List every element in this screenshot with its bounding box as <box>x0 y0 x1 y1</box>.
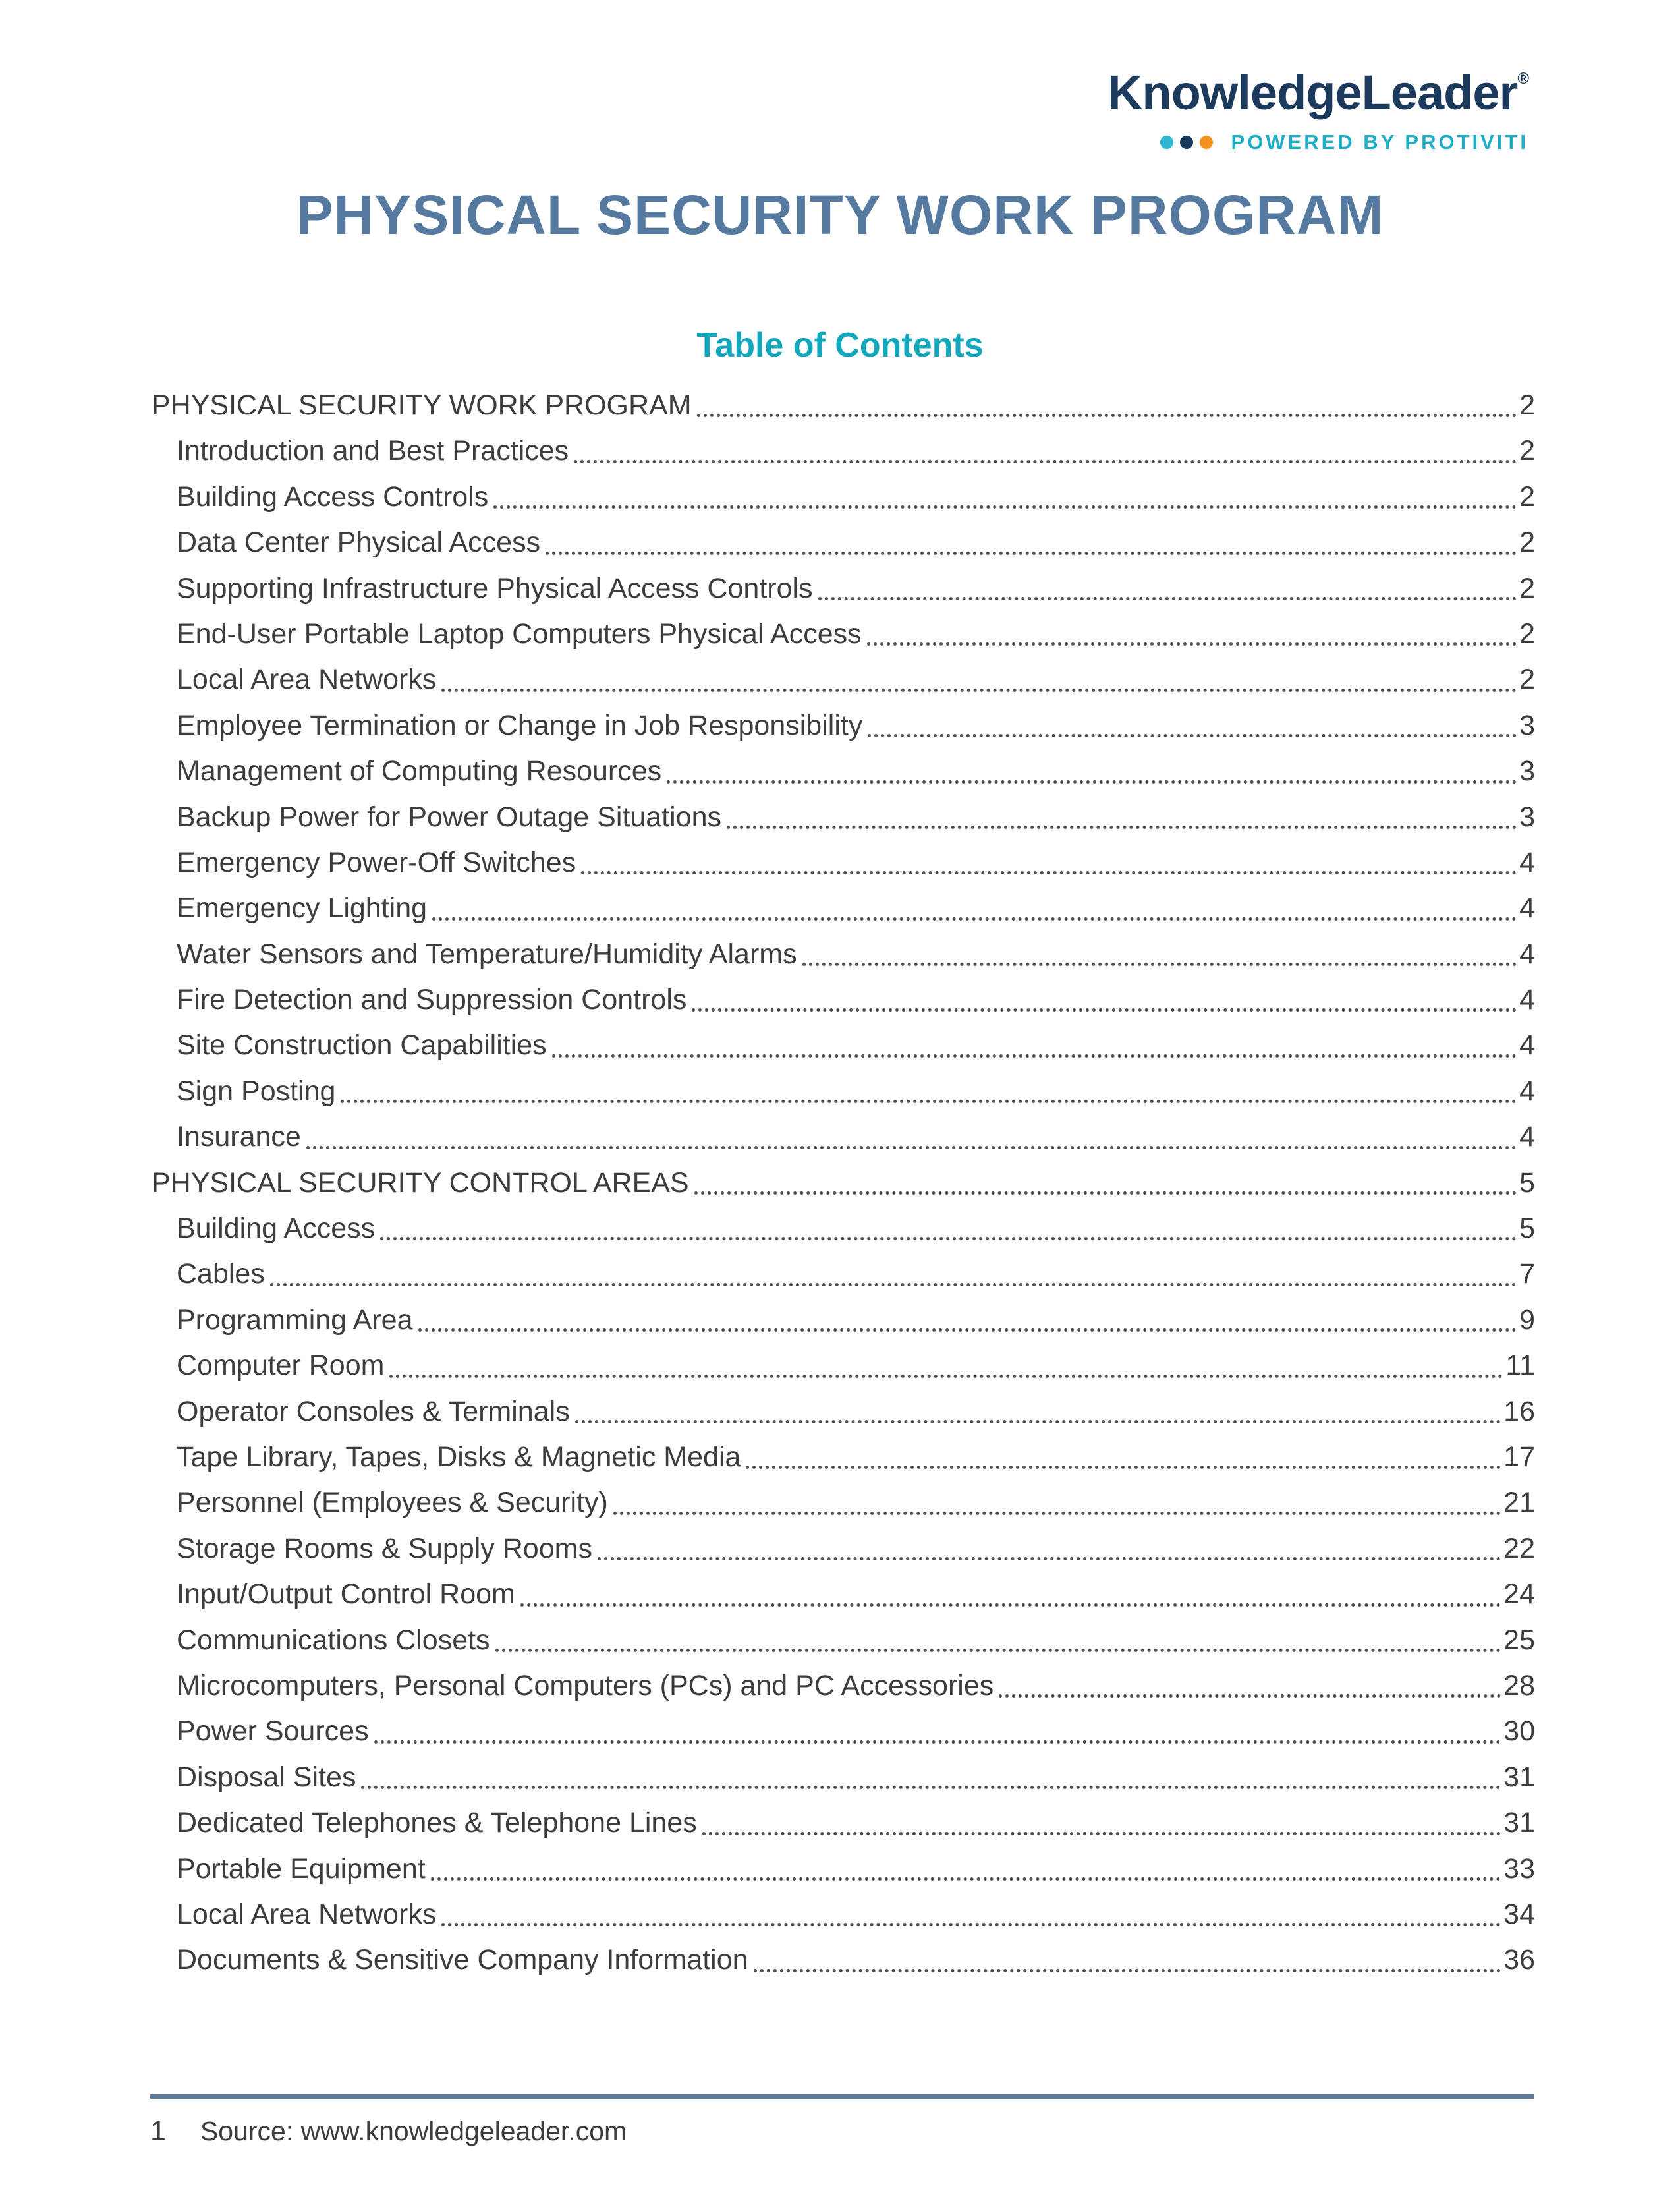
toc-leader-dots <box>694 1191 1517 1195</box>
toc-leader-dots <box>999 1694 1501 1698</box>
toc-page-number: 4 <box>1519 892 1535 925</box>
toc-leader-dots <box>431 1877 1501 1881</box>
toc-entry <box>152 749 1535 794</box>
toc-leader-dots <box>802 963 1517 966</box>
toc-leader-dots <box>341 1100 1517 1103</box>
toc-page-number: 31 <box>1503 1807 1535 1839</box>
toc-entry-label: Disposal Sites <box>177 1761 356 1793</box>
toc-page-number: 4 <box>1519 1075 1535 1107</box>
toc-leader-dots <box>495 1649 1501 1652</box>
toc-entry-label: Tape Library, Tapes, Disks & Magnetic Media <box>177 1441 741 1473</box>
toc-page-number: 2 <box>1519 664 1535 696</box>
toc-leader-dots <box>598 1557 1501 1560</box>
toc-entry-label: Programming Area <box>177 1303 413 1336</box>
toc-page-number: 36 <box>1503 1944 1535 1976</box>
footer-divider <box>150 2094 1534 2099</box>
toc-leader-dots <box>493 505 1517 509</box>
toc-leader-dots <box>727 826 1517 829</box>
toc-entry-label: Input/Output Control Room <box>177 1578 515 1611</box>
toc-entry-label: Building Access Controls <box>177 480 489 513</box>
toc-entry-label: Fire Detection and Suppression Controls <box>177 984 687 1016</box>
toc-page-number: 25 <box>1503 1624 1535 1656</box>
toc-entry <box>152 657 1535 702</box>
toc-page-number: 17 <box>1503 1441 1535 1473</box>
toc-entry-label: Management of Computing Resources <box>177 755 662 787</box>
toc-page-number: 2 <box>1519 572 1535 604</box>
toc-entry <box>152 1435 1535 1480</box>
logo-tagline: POWERED BY PROTIVITI <box>1231 130 1528 154</box>
toc-leader-dots <box>867 642 1517 646</box>
toc-entry-label: Local Area Networks <box>177 1898 437 1930</box>
toc-entry <box>152 1800 1535 1846</box>
toc-entry-label: Emergency Power-Off Switches <box>177 846 576 878</box>
toc-leader-dots <box>441 689 1517 692</box>
page-title: PHYSICAL SECURITY WORK PROGRAM <box>296 184 1384 246</box>
toc-entry <box>152 1663 1535 1709</box>
toc-entry-label: Storage Rooms & Supply Rooms <box>177 1532 592 1564</box>
toc-page-number: 4 <box>1519 938 1535 970</box>
toc-entry-label: Cables <box>177 1258 265 1290</box>
toc-leader-dots <box>441 1923 1501 1926</box>
toc-entry <box>152 1114 1535 1160</box>
toc-entry <box>152 474 1535 520</box>
toc-list <box>152 383 1535 1983</box>
knowledgeleader-logo <box>1107 65 1528 154</box>
toc-page-number: 2 <box>1519 617 1535 650</box>
toc-entry <box>152 1755 1535 1800</box>
toc-leader-dots <box>574 460 1517 463</box>
footer-source-text: Source: www.knowledgeleader.com <box>200 2116 627 2146</box>
toc-entry <box>152 703 1535 749</box>
toc-entry <box>152 1526 1535 1572</box>
toc-entry <box>152 1618 1535 1663</box>
toc-page-number: 3 <box>1519 801 1535 833</box>
toc-entry <box>152 1709 1535 1754</box>
toc-entry <box>152 1251 1535 1297</box>
footer <box>150 2115 627 2148</box>
toc-leader-dots <box>754 1969 1501 1972</box>
toc-leader-dots <box>546 552 1517 555</box>
toc-leader-dots <box>418 1328 1517 1332</box>
toc-page-number: 28 <box>1503 1669 1535 1701</box>
toc-entry <box>152 1023 1535 1068</box>
toc-leader-dots <box>697 414 1517 417</box>
toc-page-number: 2 <box>1519 435 1535 467</box>
toc-page-number: 3 <box>1519 709 1535 741</box>
logo-brand-text: KnowledgeLeader <box>1107 65 1518 120</box>
toc-page-number: 21 <box>1503 1487 1535 1519</box>
toc-entry-label: Emergency Lighting <box>177 892 428 925</box>
toc-entry-label: End-User Portable Laptop Computers Physical Access <box>177 617 862 650</box>
toc-entry <box>152 795 1535 840</box>
toc-entry <box>152 612 1535 657</box>
logo-wordmark <box>1107 65 1528 120</box>
toc-entry-label: Operator Consoles & Terminals <box>177 1395 570 1427</box>
logo-dot-navy-icon <box>1180 136 1193 149</box>
toc-entry <box>152 977 1535 1023</box>
toc-entry <box>152 1389 1535 1435</box>
toc-entry-label: PHYSICAL SECURITY WORK PROGRAM <box>152 389 692 421</box>
toc-leader-dots <box>702 1832 1501 1835</box>
toc-page-number: 22 <box>1503 1532 1535 1564</box>
toc-entry <box>152 1069 1535 1114</box>
toc-leader-dots <box>552 1054 1517 1058</box>
toc-page-number: 9 <box>1519 1303 1535 1336</box>
toc-page-number: 2 <box>1519 480 1535 513</box>
toc-entry-label: Backup Power for Power Outage Situations <box>177 801 721 833</box>
toc-entry <box>152 383 1535 428</box>
toc-page-number: 2 <box>1519 527 1535 559</box>
toc-entry-label: Personnel (Employees & Security) <box>177 1487 608 1519</box>
toc-entry <box>152 932 1535 977</box>
toc-entry <box>152 428 1535 474</box>
toc-entry <box>152 1343 1535 1388</box>
toc-entry-label: Site Construction Capabilities <box>177 1029 547 1062</box>
toc-entry <box>152 886 1535 931</box>
toc-entry-label: Building Access <box>177 1213 376 1245</box>
toc-leader-dots <box>868 734 1517 737</box>
toc-page-number: 5 <box>1519 1166 1535 1199</box>
toc-entry-label: Communications Closets <box>177 1624 490 1656</box>
toc-entry-label: PHYSICAL SECURITY CONTROL AREAS <box>152 1166 689 1199</box>
toc-entry-label: Data Center Physical Access <box>177 527 541 559</box>
toc-leader-dots <box>270 1283 1517 1286</box>
toc-entry <box>152 1480 1535 1526</box>
toc-entry-label: Portable Equipment <box>177 1852 426 1885</box>
toc-entry <box>152 1160 1535 1206</box>
toc-entry <box>152 840 1535 886</box>
toc-entry-label: Computer Room <box>177 1350 385 1382</box>
toc-heading: Table of Contents <box>696 326 984 364</box>
toc-leader-dots <box>361 1786 1501 1789</box>
toc-leader-dots <box>380 1237 1517 1240</box>
toc-page-number: 3 <box>1519 755 1535 787</box>
toc-entry-label: Supporting Infrastructure Physical Access Controls <box>177 572 813 604</box>
toc-entry-label: Introduction and Best Practices <box>177 435 569 467</box>
toc-entry-label: Dedicated Telephones & Telephone Lines <box>177 1807 697 1839</box>
toc-leader-dots <box>432 917 1517 921</box>
toc-page-number: 4 <box>1519 1121 1535 1153</box>
toc-entry <box>152 1298 1535 1343</box>
toc-leader-dots <box>306 1146 1517 1149</box>
toc-leader-dots <box>389 1375 1503 1378</box>
logo-tagline-row <box>1107 130 1528 154</box>
toc-entry-label: Sign Posting <box>177 1075 336 1107</box>
toc-page-number: 2 <box>1519 389 1535 421</box>
toc-leader-dots <box>818 597 1517 600</box>
toc-leader-dots <box>692 1008 1517 1012</box>
toc-entry-label: Insurance <box>177 1121 301 1153</box>
toc-entry-label: Water Sensors and Temperature/Humidity Alarms <box>177 938 797 970</box>
toc-leader-dots <box>613 1512 1501 1515</box>
toc-leader-dots <box>520 1603 1501 1607</box>
toc-entry <box>152 1846 1535 1892</box>
toc-leader-dots <box>746 1466 1501 1469</box>
toc-entry <box>152 520 1535 565</box>
logo-dot-orange-icon <box>1200 136 1213 149</box>
toc-entry <box>152 1206 1535 1251</box>
toc-page-number: 5 <box>1519 1213 1535 1245</box>
toc-leader-dots <box>575 1420 1501 1423</box>
toc-page-number: 4 <box>1519 1029 1535 1062</box>
toc-entry <box>152 1937 1535 1983</box>
registered-trademark-icon: ® <box>1517 70 1528 88</box>
toc-page-number: 34 <box>1503 1898 1535 1930</box>
toc-entry-label: Local Area Networks <box>177 664 437 696</box>
toc-page-number: 16 <box>1503 1395 1535 1427</box>
toc-page-number: 7 <box>1519 1258 1535 1290</box>
toc-page-number: 11 <box>1505 1350 1535 1382</box>
toc-page-number: 4 <box>1519 984 1535 1016</box>
toc-page-number: 31 <box>1503 1761 1535 1793</box>
toc-entry <box>152 1892 1535 1937</box>
toc-page-number: 24 <box>1503 1578 1535 1611</box>
logo-dot-cyan-icon <box>1160 136 1173 149</box>
toc-page-number: 4 <box>1519 846 1535 878</box>
toc-entry <box>152 1572 1535 1617</box>
toc-leader-dots <box>581 871 1517 874</box>
toc-entry-label: Documents & Sensitive Company Information <box>177 1944 748 1976</box>
toc-entry <box>152 566 1535 612</box>
toc-leader-dots <box>374 1740 1501 1744</box>
toc-page-number: 33 <box>1503 1852 1535 1885</box>
toc-entry-label: Employee Termination or Change in Job Responsibility <box>177 709 863 741</box>
toc-page-number: 30 <box>1503 1715 1535 1748</box>
toc-leader-dots <box>667 780 1517 784</box>
toc-entry-label: Microcomputers, Personal Computers (PCs) and PC Accessories <box>177 1669 994 1701</box>
toc-entry-label: Power Sources <box>177 1715 369 1748</box>
footnote-number: 1 <box>150 2115 166 2147</box>
